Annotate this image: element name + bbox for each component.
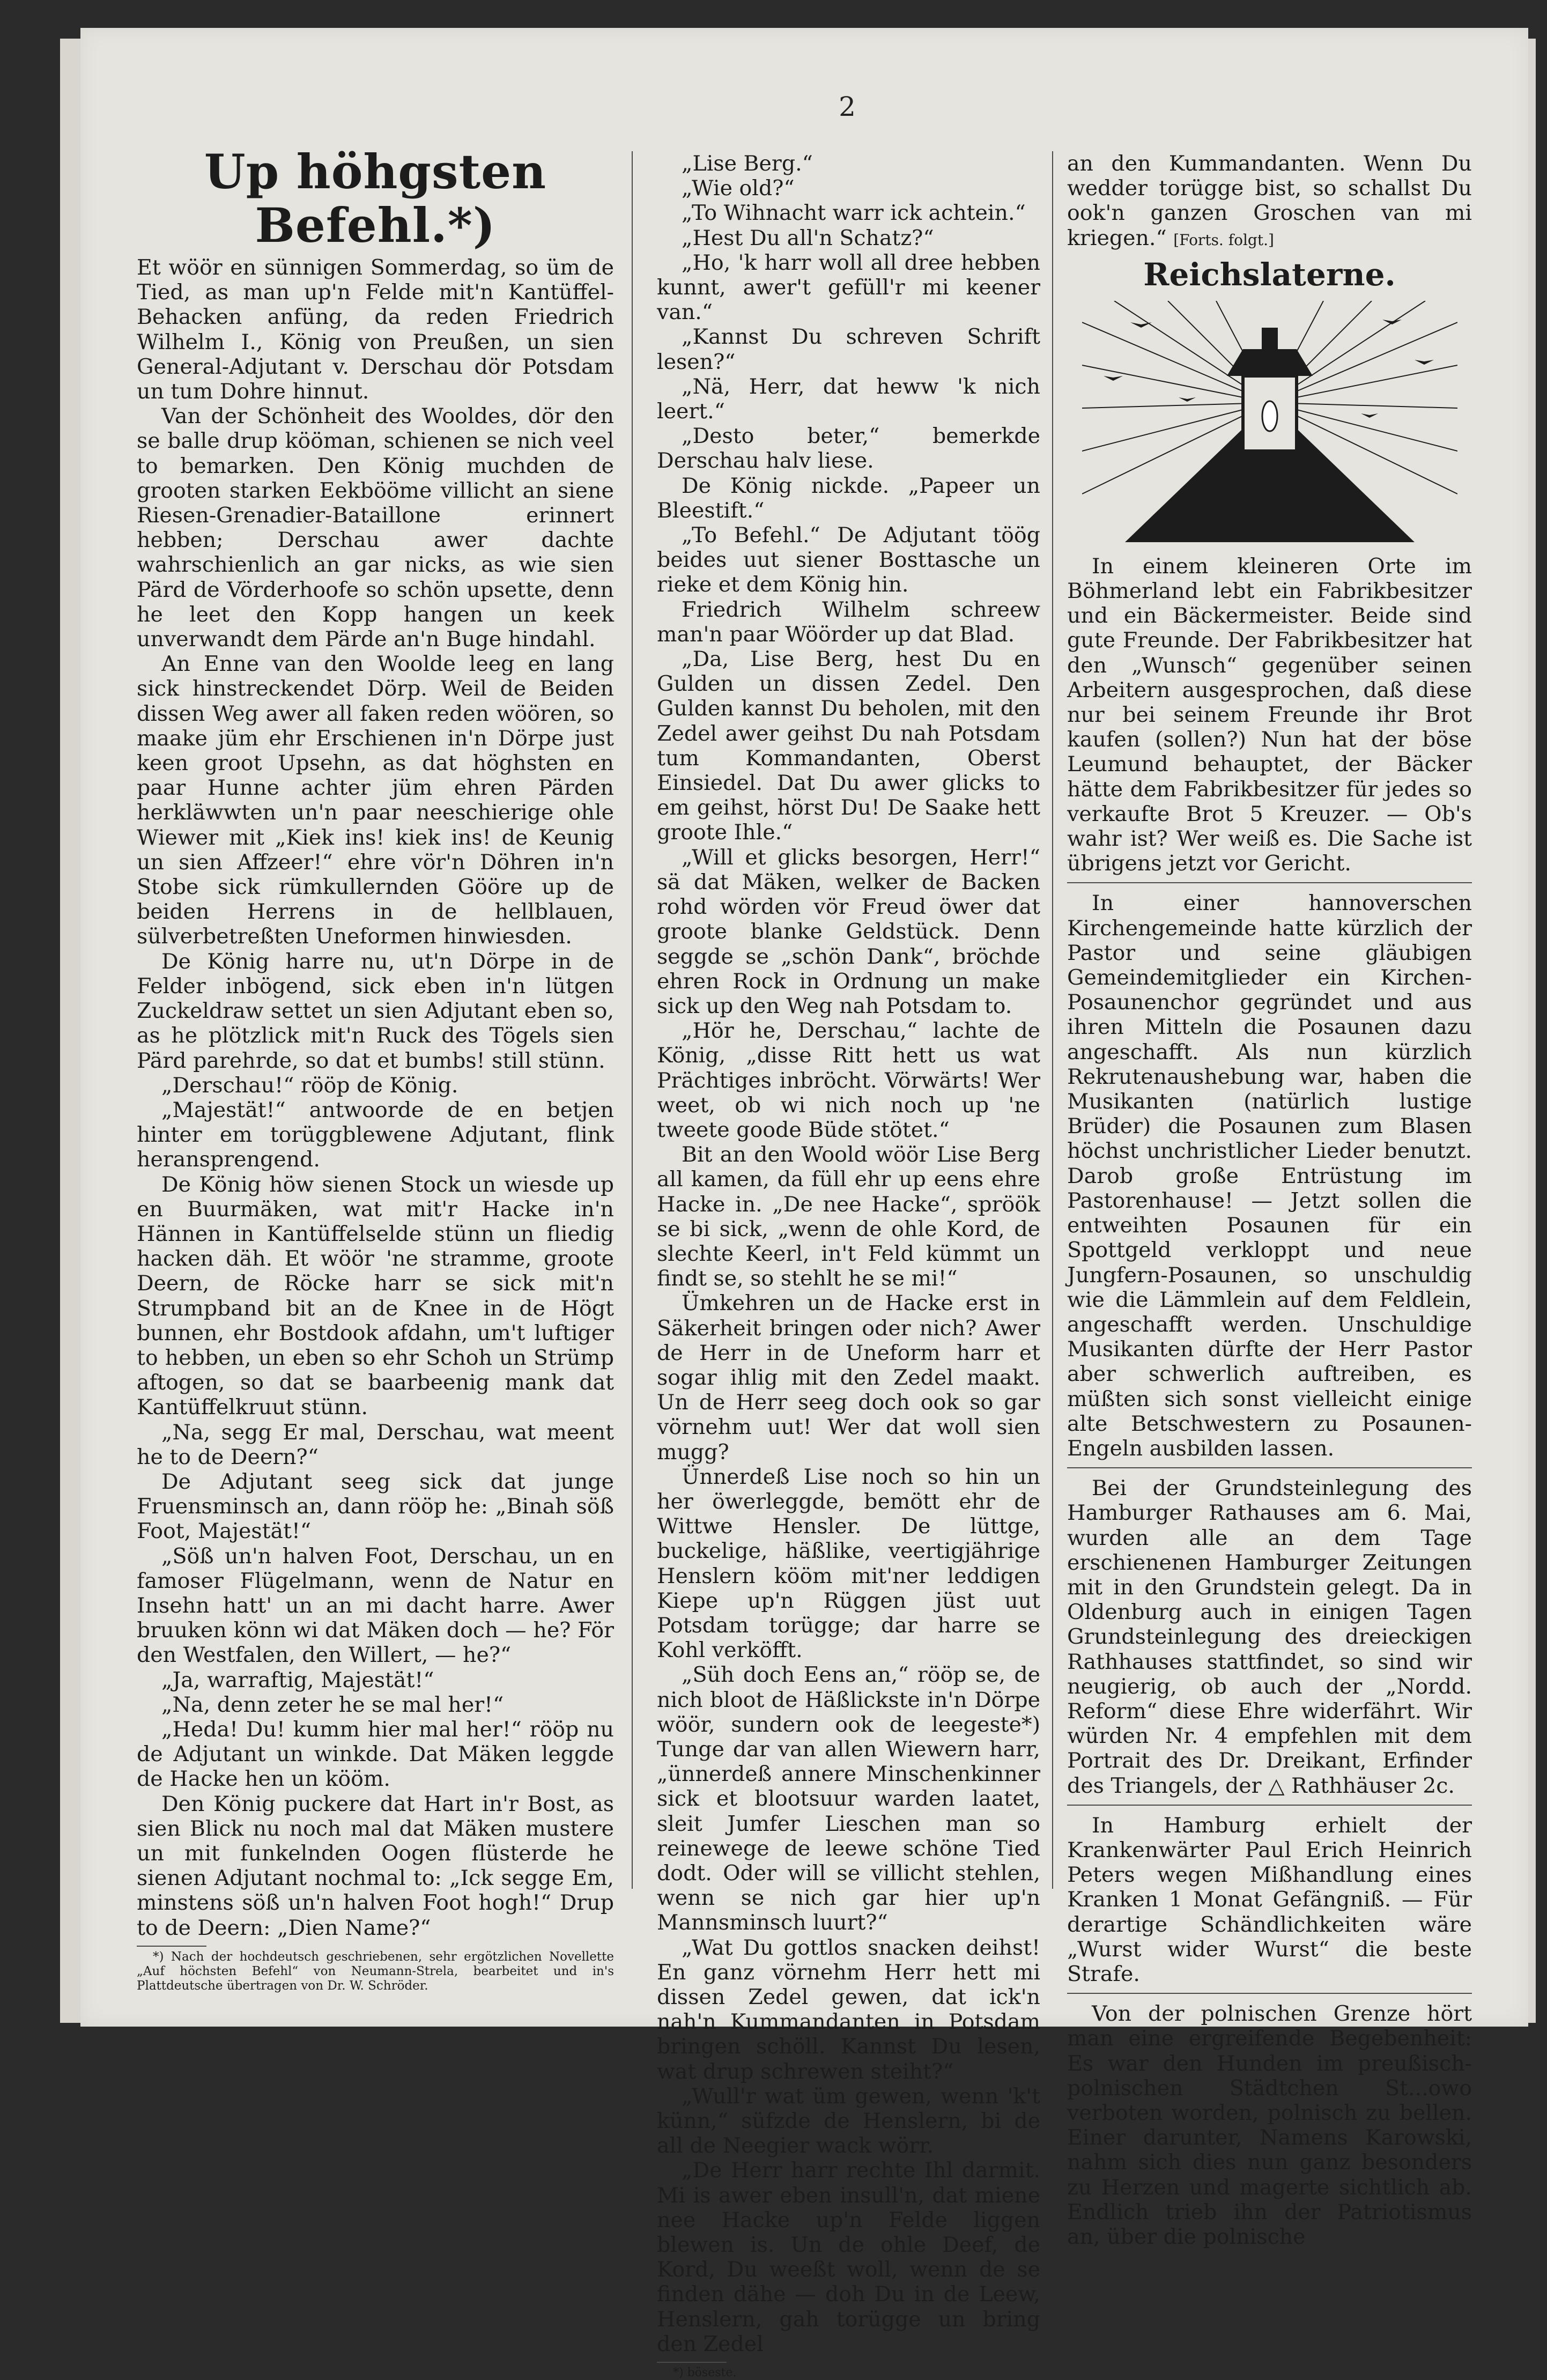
article-paragraph: Ünnerdeß Lise noch so hin un her öwerleggde, bemött ehr de Wittwe Hensler. De lüttge, buckelige, häßlike, veertigjährige Henslern kööm mit'ner leddigen Kiepe up'n Rüggen jüst uut Potsdam torügge; dar harre se Kohl verköfft. [657,1464,1040,1663]
article-paragraph: Van der Schönheit des Wooldes, dör den se balle drup kööman, schienen se nich veel to bemarken. Den König muchden de grooten starken Eekbööme villicht an siene Riesen-Grenadier-Bataillone erinnert hebben; Derschau awer dachte wahrschienlich an gar nicks, as wie sien Pärd de Vörderhoofe so schön upsette, denn he leet den Kopp hangen un keek unverwandt dem Pärde an'n Buge hindahl. [137,404,614,652]
article-title: Up höhgsten Befehl.*) [204,144,547,253]
article-paragraph: „Ja, warraftig, Majestät!“ [161,1667,434,1692]
article-paragraph: „Na, segg Er mal, Derschau, wat meent he to de Deern?“ [137,1420,614,1469]
dialogue-line: „Wie old?“ [682,176,795,201]
article-paragraph: Bit an den Woold wöör Lise Berg all kamen, da füll ehr up eens ehre Hacke in. „De nee Hacke“, spröök se bi sick, „wenn de ohle Kord, de slechte Keerl, in't Feld kümmt un findt se, so stehlt he se mi!“ [657,1142,1040,1291]
news-item: Von der polnischen Grenze hört man eine ergreifende Begebenheit: Es war den Hunden im preußisch-polnischen Städtchen St...owo verboten worden, polnisch zu bellen. Einer darunter, Namens Karowski, nahm sich dies nun ganz besonders zu Herzen und magerte sichtlich ab. Endlich trieb ihn der Patriotismus an, über die polnische [1067,2001,1472,2250]
article-paragraph: Ümkehren un de Hacke erst in Säkerheit bringen oder nich? Awer de Herr in de Uneform harr et sogar ihlig mit den Zedel maakt. Un de Herr seeg doch ook so gar vörnehm uut! Wer dat woll sien mugg? [657,1291,1040,1465]
article-paragraph: Et wöör en sünnigen Sommerdag, so üm de Tied, as man up'n Felde mit'n Kantüffel-Behacken anfüng, da reden Friedrich Wilhelm I., König von Preußen, un sien General-Adjutant v. Derschau dör Potsdam un tum Dohre hinnut. [137,255,614,404]
dialogue-line: „Nä, Herr, dat heww 'k nich leert.“ [657,374,1040,424]
news-separator [1067,1993,1472,1994]
article-paragraph: „Wat Du gottlos snacken deihst! En ganz vörnehm Herr hett mi dissen Zedel gewen, dat ick'n nah'n Kummandanten in Potsdam bringen schöll. Kannst Du lesen, wat drup schrewen steiht?“ [657,1935,1040,2084]
lantern-flame [1262,401,1277,431]
article-paragraph: Friedrich Wilhelm schreew man'n paar Wöörder up dat Blad. [657,597,1040,647]
column-divider-right [1052,151,1053,1889]
news-item: Bei der Grundsteinlegung des Hamburger Rathauses am 6. Mai, wurden alle an dem Tage erschienenen Hamburger Zeitungen mit in den Grundstein gelegt. Da in Oldenburg auch in einigen Tagen Grundsteinlegung des dreieckigen Rathhauses stattfindet, so sind wir neugierig, ob auch der „Nordd. Reform“ diese Ehre widerfährt. Wir würden Nr. 4 empfehlen mit dem Portrait des Dr. Dreikant, Erfinder des Triangels, der △ Rathhäuser 2c. [1067,1476,1472,1798]
article-paragraph: „To Befehl.“ De Adjutant töög beides uut siener Bosttasche un rieke et dem König hin. [657,523,1040,597]
article-paragraph: „Majestät!“ antwoorde de en betjen hinter em torüggblewene Adjutant, flink heransprengend. [137,1097,614,1172]
news-item: In Hamburg erhielt der Krankenwärter Paul Erich Heinrich Peters wegen Mißhandlung eines Kranken 1 Monat Gefängniß. — Für derartige Schändlichkeiten wäre „Wurst wider Wurst“ die beste Strafe. [1067,1813,1472,1986]
continuation-text: an den Kummandanten. Wenn Du wedder torügge bist, so schallst Du ook'n ganzen Groschen van mi kriegen.“ [1067,151,1472,250]
dialogue-line: „To Wihnacht warr ick achtein.“ [682,201,1026,226]
article-paragraph: An Enne van den Woolde leeg en lang sick hinstreckendet Dörp. Weil de Beiden dissen Weg awer all faken reden wöören, so maake jüm ehr Erschienen in'n Dörpe just keen groot Upsehn, as dat höghsten en paar Hunne achter jüm ehren Pärden herkläwwten un'n paar neeschierige ohle Wiewer mit „Kiek ins! kiek ins! de Keunig un sien Affzeer!“ ehre vör'n Döhren in'n Stobe sick rümkullernden Gööre up de beiden Herrens in de hellblauen, sülverbetreßten Uneformen hinwiesden. [137,652,614,949]
article-paragraph: „Na, denn zeter he se mal her!“ [161,1692,504,1717]
article-column-continued [657,151,1040,2380]
article-paragraph: „Derschau!“ rööp de König. [161,1073,458,1098]
dialogue-line: „Kannst Du schreven Schrift lesen?“ [657,324,1040,374]
news-item: In einem kleineren Orte im Böhmerland lebt ein Fabrikbesitzer und ein Bäckermeister. Beide sind gute Freunde. Der Fabrikbesitzer hat den „Wunsch“ gegenüber seinen Arbeitern ausgesprochen, daß diese nur bei seinem Freunde ihr Brot kaufen (sollen?) Nun hat der böse Leumund behauptet, der Bäcker hätte dem Fabrikbesitzer für jedes so verkaufte Brot 5 Kreuzer. — Ob's wahr ist? Wer weiß es. Die Sache ist übrigens jetzt vor Gericht. [1067,553,1472,876]
page-number: 2 [839,91,856,122]
news-separator [1067,1805,1472,1806]
news-item: In einer hannoverschen Kirchengemeinde hatte kürzlich der Pastor und seine gläubigen Gemeindemitglieder ein Kirchen-Posaunenchor gegründet und aus ihren Mitteln die Posaunen dazu angeschafft. Als nun kürzlich Rekrutenaushebung war, haben die Musikanten (natürlich lustige Brüder) die Posaunen zum Blasen höchst unchristlicher Lieder benutzt. Darob große Entrüstung im Pastorenhause! — Jetzt sollen die entweihten Posaunen für ein Spottgeld verkloppt und neue Jungfern-Posaunen, so unschuldig wie die Lämmlein auf dem Feldlein, angeschafft werden. Unschuldige Musikanten dürfte der Herr Pastor aber schwerlich auftreiben, es müßten sich sonst vielleicht einige alte Betschwestern zu Posaunen-Engeln ausbilden lassen. [1067,891,1472,1461]
article-paragraph: De König höw sienen Stock un wiesde up en Buurmäken, wat mit'r Hacke in'n Hännen in Kantüffelselde stünn un fliedig hacken däh. Et wöör 'ne stramme, groote Deern, de Röcke harr se sick mit'n Strumpband bit an de Knee in de Högt bunnen, ehr Bostdook afdahn, um't luftiger to hebben, un eben so ehr Schoh un Strümp aftogen, so dat se baarbeenig mank dat Kantüffelkruut stünn. [137,1172,614,1420]
article-paragraph: „De Herr harr rechte Ihl darmit. Mi is awer eben insull'n, dat miene nee Hacke up'n Felde liggen blewen is. Un de ohle Deef, de Kord, Du weeßt woll, wenn de se finden dähe — doh Du in de Leew, Henslern, gah torügge un bring den Zedel [657,2158,1040,2356]
lantern-illustration [1082,301,1457,542]
article-paragraph: „Söß un'n halven Foot, Derschau, un en famoser Flügelmann, wenn de Natur en Insehn hatt' un an mi dacht harre. Awer bruuken könn wi dat Mäken doch — he? För den Westfalen, den Willert, — he?“ [137,1543,614,1668]
lantern-post [1264,451,1275,542]
article-paragraph: „Süh doch Eens an,“ rööp se, de nich bloot de Häßlickste in'n Dörpe wöör, sundern ook de leegeste*) Tunge dar van allen Wiewern harr, „ünnerdeß annere Minschenkinner sick et blootsuur warden laatet, sleit Jumfer Lieschen man so reinewege de leewe schöne Tied dodt. Oder will se villicht stehlen, wenn se nich gar hier up'n Mannsminsch luurt?“ [657,1662,1040,1935]
footnote-rule [657,2362,727,2363]
news-separator [1067,1467,1472,1468]
dialogue-line: „Lise Berg.“ [682,151,813,176]
article-paragraph: „Wull'r wat üm gewen, wenn 'k't künn,“ süfzde de Henslern, bi de all de Neegier wack wörr. [657,2083,1040,2159]
article-column [137,145,614,1993]
article-paragraph: „Hör he, Derschau,“ lachte de König, „disse Ritt hett us wat Prächtiges inbröcht. Vörwärts! Wer weet, ob wi nich noch up 'ne tweete goode Büde stötet.“ [657,1018,1040,1142]
article-paragraph: De Adjutant seeg sick dat junge Fruensminsch an, dann rööp he: „Binah söß Foot, Majestät!“ [137,1469,614,1544]
article-continuation [1067,151,1472,253]
section-title: Reichslaterne. [1143,256,1396,293]
article-paragraph: „Heda! Du! kumm hier mal her!“ rööp nu de Adjutant un winkde. Dat Mäken leggde de Hacke hen un kööm. [137,1717,614,1792]
article-paragraph: Den König puckere dat Hart in'r Bost, as sien Blick nu noch mal dat Mäken mustere un mit funkelnden Oogen flüsterde he sienen Adjutant nochmal to: „Ick segge Em, minstens söß un'n halven Foot hogh!“ Drup to de Deern: „Dien Name?“ [137,1791,614,1940]
article-footnote: *) Nach der hochdeutsch geschriebenen, sehr ergötzlichen Novellette „Auf höchsten Befehl“ von Neumann-Strela, bearbeitet und in's Plattdeutsche übertragen von Dr. W. Schröder. [137,1949,614,1993]
dialogue-line: „Desto beter,“ bemerkde Derschau halv liese. [657,424,1040,474]
article-paragraph: „Will et glicks besorgen, Herr!“ sä dat Mäken, welker de Backen rohd wörden vör Freud öwer dat groote blanke Geldstück. Denn seggde se „schön Dank“, bröchde ehren Rock in Ordnung un make sick up den Weg nah Potsdam to. [657,845,1040,1018]
footnote-rule [137,1946,206,1947]
article-paragraph: De König nickde. „Papeer un Bleestift.“ [657,473,1040,523]
dialogue-line: „Ho, 'k harr woll all dree hebben kunnt, awer't gefüll'r mi keener van.“ [657,250,1040,325]
news-separator [1067,882,1472,883]
news-column [1067,151,1472,2249]
article-paragraph: „Da, Lise Berg, hest Du en Gulden un dissen Zedel. Den Gulden kannst Du beholen, mit den Zedel awer geihst Du nah Potsdam tum Kommandanten, Oberst Einsiedel. Dat Du awer glicks to em geihst, hörst Du! De Saake hett groote Ihle.“ [657,647,1040,845]
continued-note: [Forts. folgt.] [1173,231,1274,249]
dialogue-line: „Hest Du all'n Schatz?“ [682,225,934,250]
article-paragraph: De König harre nu, ut'n Dörpe in de Felder inbögend, sick eben in'n lütgen Zuckeldraw settet un sien Adjutant eben so, as he plötzlick mit'n Ruck des Tögels sien Pärd parehrde, so dat et bumbs! still stünn. [137,949,614,1073]
column-footnote: *) böseste. [673,2366,737,2380]
column-divider-left [632,151,633,1889]
